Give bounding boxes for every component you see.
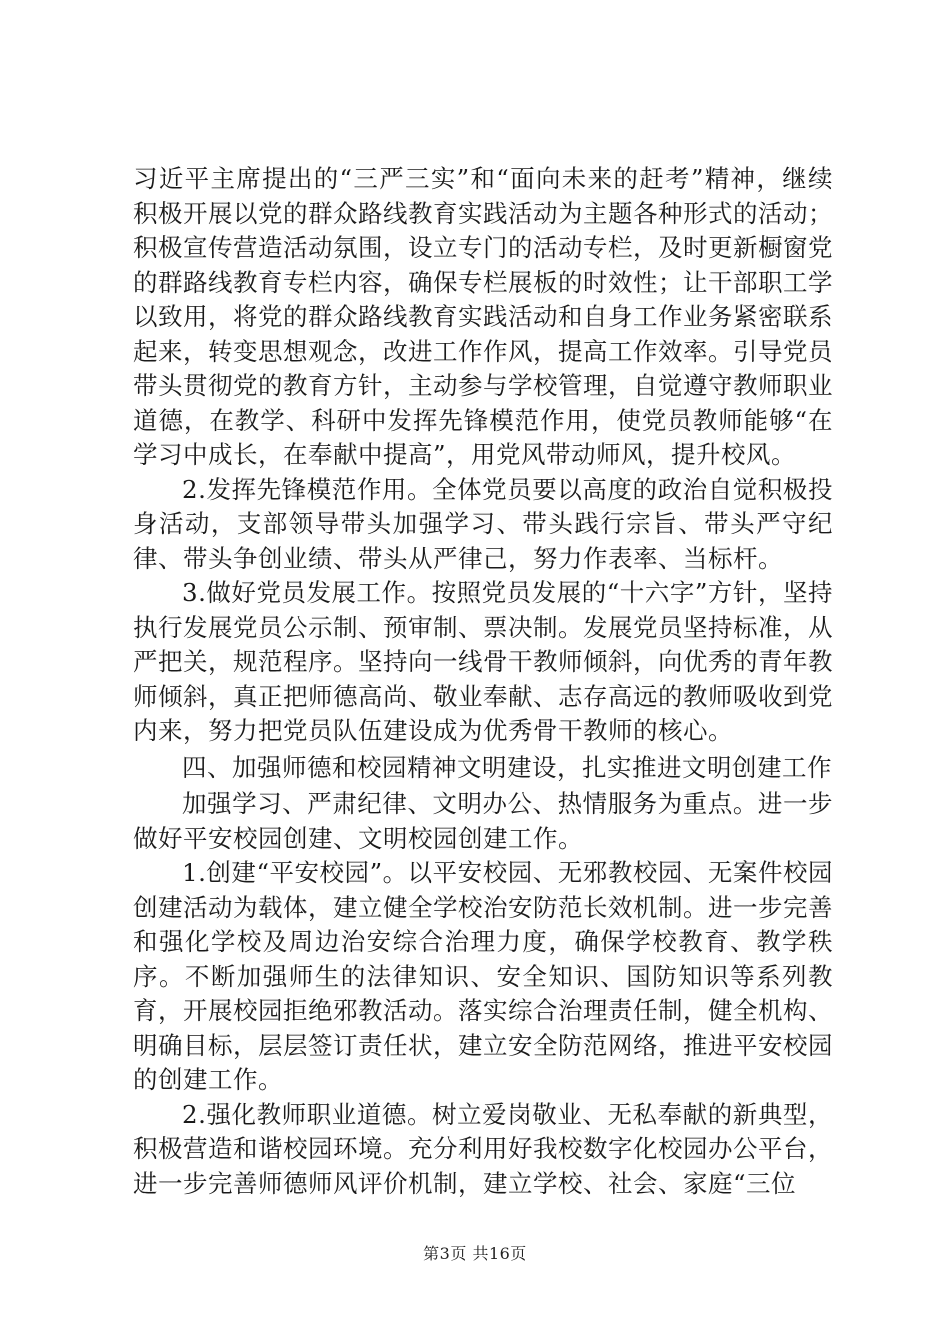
paragraph-continued: 习近平主席提出的“三严三实”和“面向未来的赶考”精神，继续积极开展以党的群众路线教育实践活动为主题各种形式的活动；积极宣传营造活动氛围，设立专门的活动专栏，及时更新橱窗党的群路线教育专栏内容，确保专栏展板的时效性；让干部职工学以致用，将党的群众路线教育实践活动和自身工作业务紧密联系起来，转变思想观念，改进工作作风，提高工作效率。引导党员带头贯彻党的教育方针，主动参与学校管理，自觉遵守教师职业道德，在教学、科研中发挥先锋模范作用，使党员教师能够“在学习中成长，在奉献中提高”，用党风带动师风，提升校风。	[133, 164, 833, 469]
paragraph-section-intro: 加强学习、严肃纪律、文明办公、热情服务为重点。进一步做好平安校园创建、文明校园创建工作。	[133, 789, 833, 853]
paragraph-item-2-teacher-ethics: 2.强化教师职业道德。树立爱岗敬业、无私奉献的新典型，积极营造和谐校园环境。充分利用好我校数字化校园办公平台，进一步完善师德师风评价机制，建立学校、社会、家庭“三位	[133, 1099, 833, 1198]
document-body	[133, 162, 833, 1201]
paragraph-item-3-member-development: 3.做好党员发展工作。按照党员发展的“十六字”方针，坚持执行发展党员公示制、预审制、票决制。发展党员坚持标准，从严把关，规范程序。坚持向一线骨干教师倾斜，向优秀的青年教师倾斜，真正把师德高尚、敬业奉献、志存高远的教师吸收到党内来，努力把党员队伍建设成为优秀骨干教师的核心。	[133, 578, 833, 745]
section-heading-4: 四、加强师德和校园精神文明建设，扎实推进文明创建工作	[182, 752, 832, 782]
paragraph-item-2-vanguard: 2.发挥先锋模范作用。全体党员要以高度的政治自觉积极投身活动，支部领导带头加强学习、带头践行宗旨、带头严守纪律、带头争创业绩、带头从严律己，努力作表率、当标杆。	[133, 474, 833, 573]
page-number-footer: 第3页 共16页	[423, 1244, 527, 1263]
paragraph-item-1-safe-campus: 1.创建“平安校园”。以平安校园、无邪教校园、无案件校园创建活动为载体，建立健全学校治安防范长效机制。进一步完善和强化学校及周边治安综合治理力度，确保学校教育、教学秩序。不断加强师生的法律知识、安全知识、国防知识等系列教育，开展校园拒绝邪教活动。落实综合治理责任制，健全机构、明确目标，层层签订责任状，建立安全防范网络，推进平安校园的创建工作。	[133, 858, 833, 1094]
